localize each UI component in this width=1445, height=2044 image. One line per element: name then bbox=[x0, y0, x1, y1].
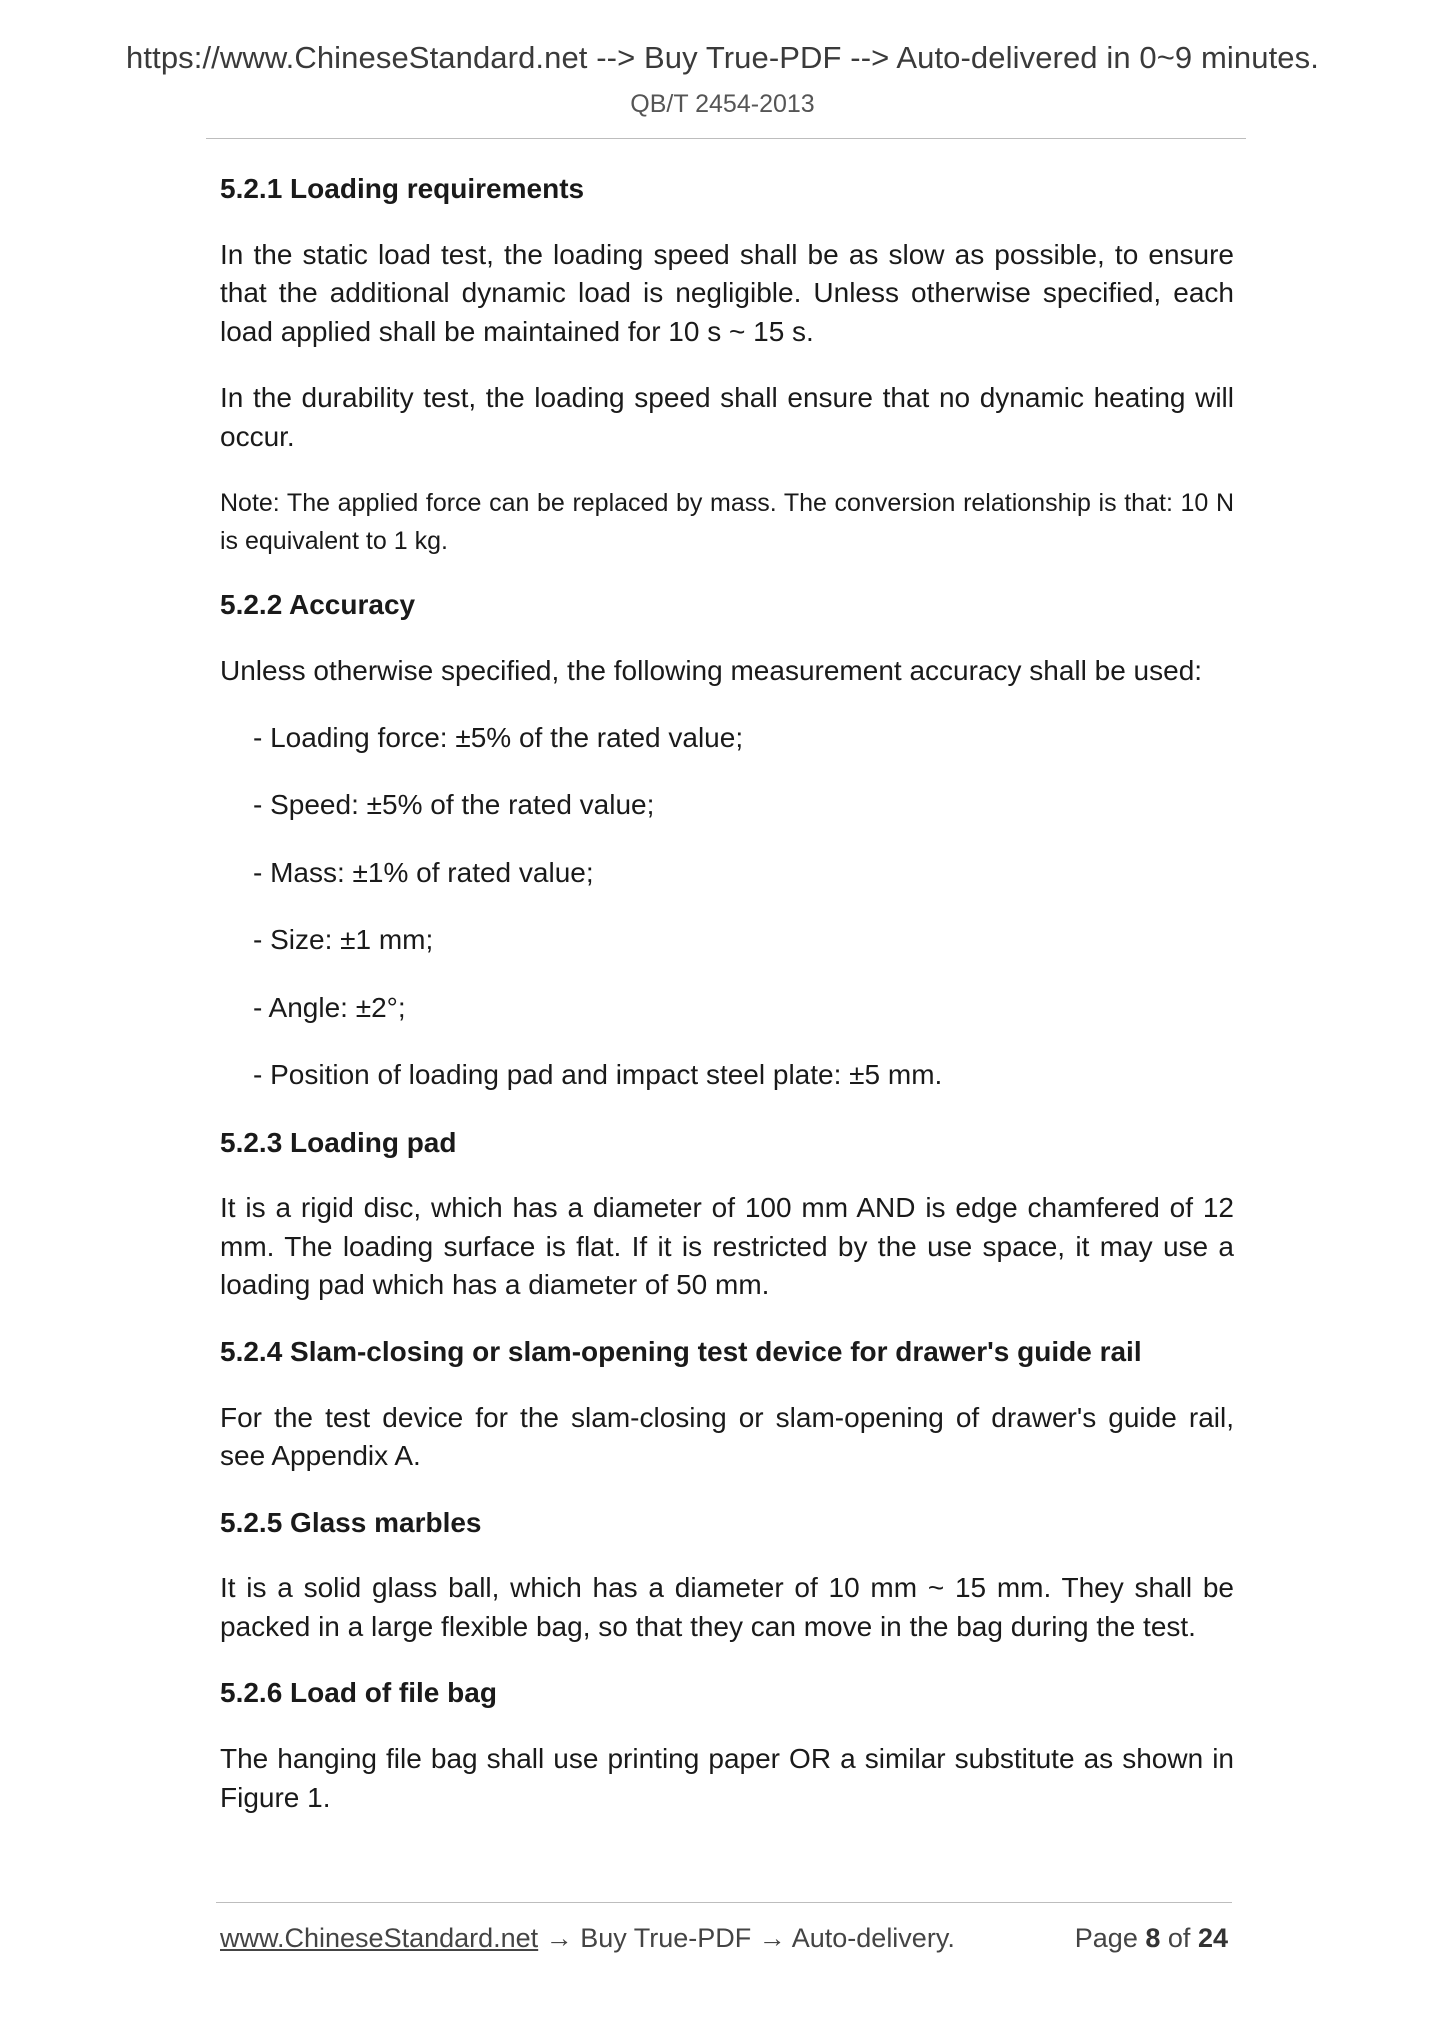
accuracy-item-size: - Size: ±1 mm; bbox=[253, 924, 434, 956]
document-number: QB/T 2454-2013 bbox=[630, 90, 815, 118]
section-5-2-1-paragraph-1: In the static load test, the loading speed shall be as slow as possible, to ensure that the additional dynamic load is negligible. Unless otherwise specified, each load applied shall be maintained for 10 s ~ 15 s. bbox=[220, 238, 1234, 347]
section-5-2-3-paragraph: It is a rigid disc, which has a diameter of 100 mm AND is edge chamfered of 12 mm. The loading surface is flat. If it is restricted by the use space, it may use a loading pad which has a diameter of 50 mm. bbox=[220, 1192, 1234, 1301]
accuracy-item-position: - Position of loading pad and impact steel plate: ±5 mm. bbox=[253, 1059, 943, 1091]
page-total: 24 bbox=[1197, 1923, 1228, 1953]
footer-left bbox=[220, 1923, 955, 1954]
accuracy-item-angle: - Angle: ±2°; bbox=[253, 991, 406, 1023]
page-current: 8 bbox=[1145, 1923, 1161, 1953]
section-5-2-3-heading: 5.2.3 Loading pad bbox=[220, 1126, 457, 1158]
page-of-label: of bbox=[1167, 1923, 1191, 1953]
section-5-2-4-paragraph: For the test device for the slam-closing or slam-opening of drawer's guide rail, see Appendix A. bbox=[220, 1401, 1234, 1472]
section-5-2-2-intro: Unless otherwise specified, the following measurement accuracy shall be used: bbox=[220, 655, 1203, 687]
section-5-2-1-heading: 5.2.1 Loading requirements bbox=[220, 173, 585, 204]
section-5-2-1-paragraph-2: In the durability test, the loading speed shall ensure that no dynamic heating will occur. bbox=[220, 382, 1234, 452]
page-label: Page bbox=[1074, 1923, 1138, 1953]
page-indicator bbox=[1075, 1923, 1228, 1954]
site-link[interactable]: www.ChineseStandard.net bbox=[220, 1923, 539, 1953]
footer-divider bbox=[216, 1902, 1232, 1903]
section-5-2-6-heading: 5.2.6 Load of file bag bbox=[220, 1677, 497, 1709]
header-divider bbox=[206, 138, 1246, 139]
section-5-2-1-note: Note: The applied force can be replaced by mass. The conversion relationship is that: 10 N is equivalent to 1 kg. bbox=[220, 489, 1234, 556]
section-5-2-2-heading: 5.2.2 Accuracy bbox=[220, 589, 416, 621]
page-body bbox=[220, 170, 1234, 1845]
accuracy-item-speed: - Speed: ±5% of the rated value; bbox=[253, 789, 655, 821]
accuracy-item-mass: - Mass: ±1% of rated value; bbox=[253, 856, 594, 888]
section-5-2-5-paragraph: It is a solid glass ball, which has a diameter of 10 mm ~ 15 mm. They shall be packed in a large flexible bag, so that they can move in the bag during the test. bbox=[220, 1572, 1234, 1642]
page-footer bbox=[220, 1923, 1228, 1954]
section-5-2-5-heading: 5.2.5 Glass marbles bbox=[220, 1506, 482, 1538]
site-banner: https://www.ChineseStandard.net --> Buy True-PDF --> Auto-delivered in 0~9 minutes. bbox=[126, 40, 1319, 75]
footer-tagline: → Buy True-PDF → Auto-delivery. bbox=[538, 1923, 955, 1953]
accuracy-item-loading-force: - Loading force: ±5% of the rated value; bbox=[253, 721, 744, 753]
section-5-2-4-heading: 5.2.4 Slam-closing or slam-opening test device for drawer's guide rail bbox=[220, 1335, 1142, 1367]
section-5-2-6-paragraph: The hanging file bag shall use printing paper OR a similar substitute as shown in Figure 1. bbox=[220, 1743, 1234, 1813]
